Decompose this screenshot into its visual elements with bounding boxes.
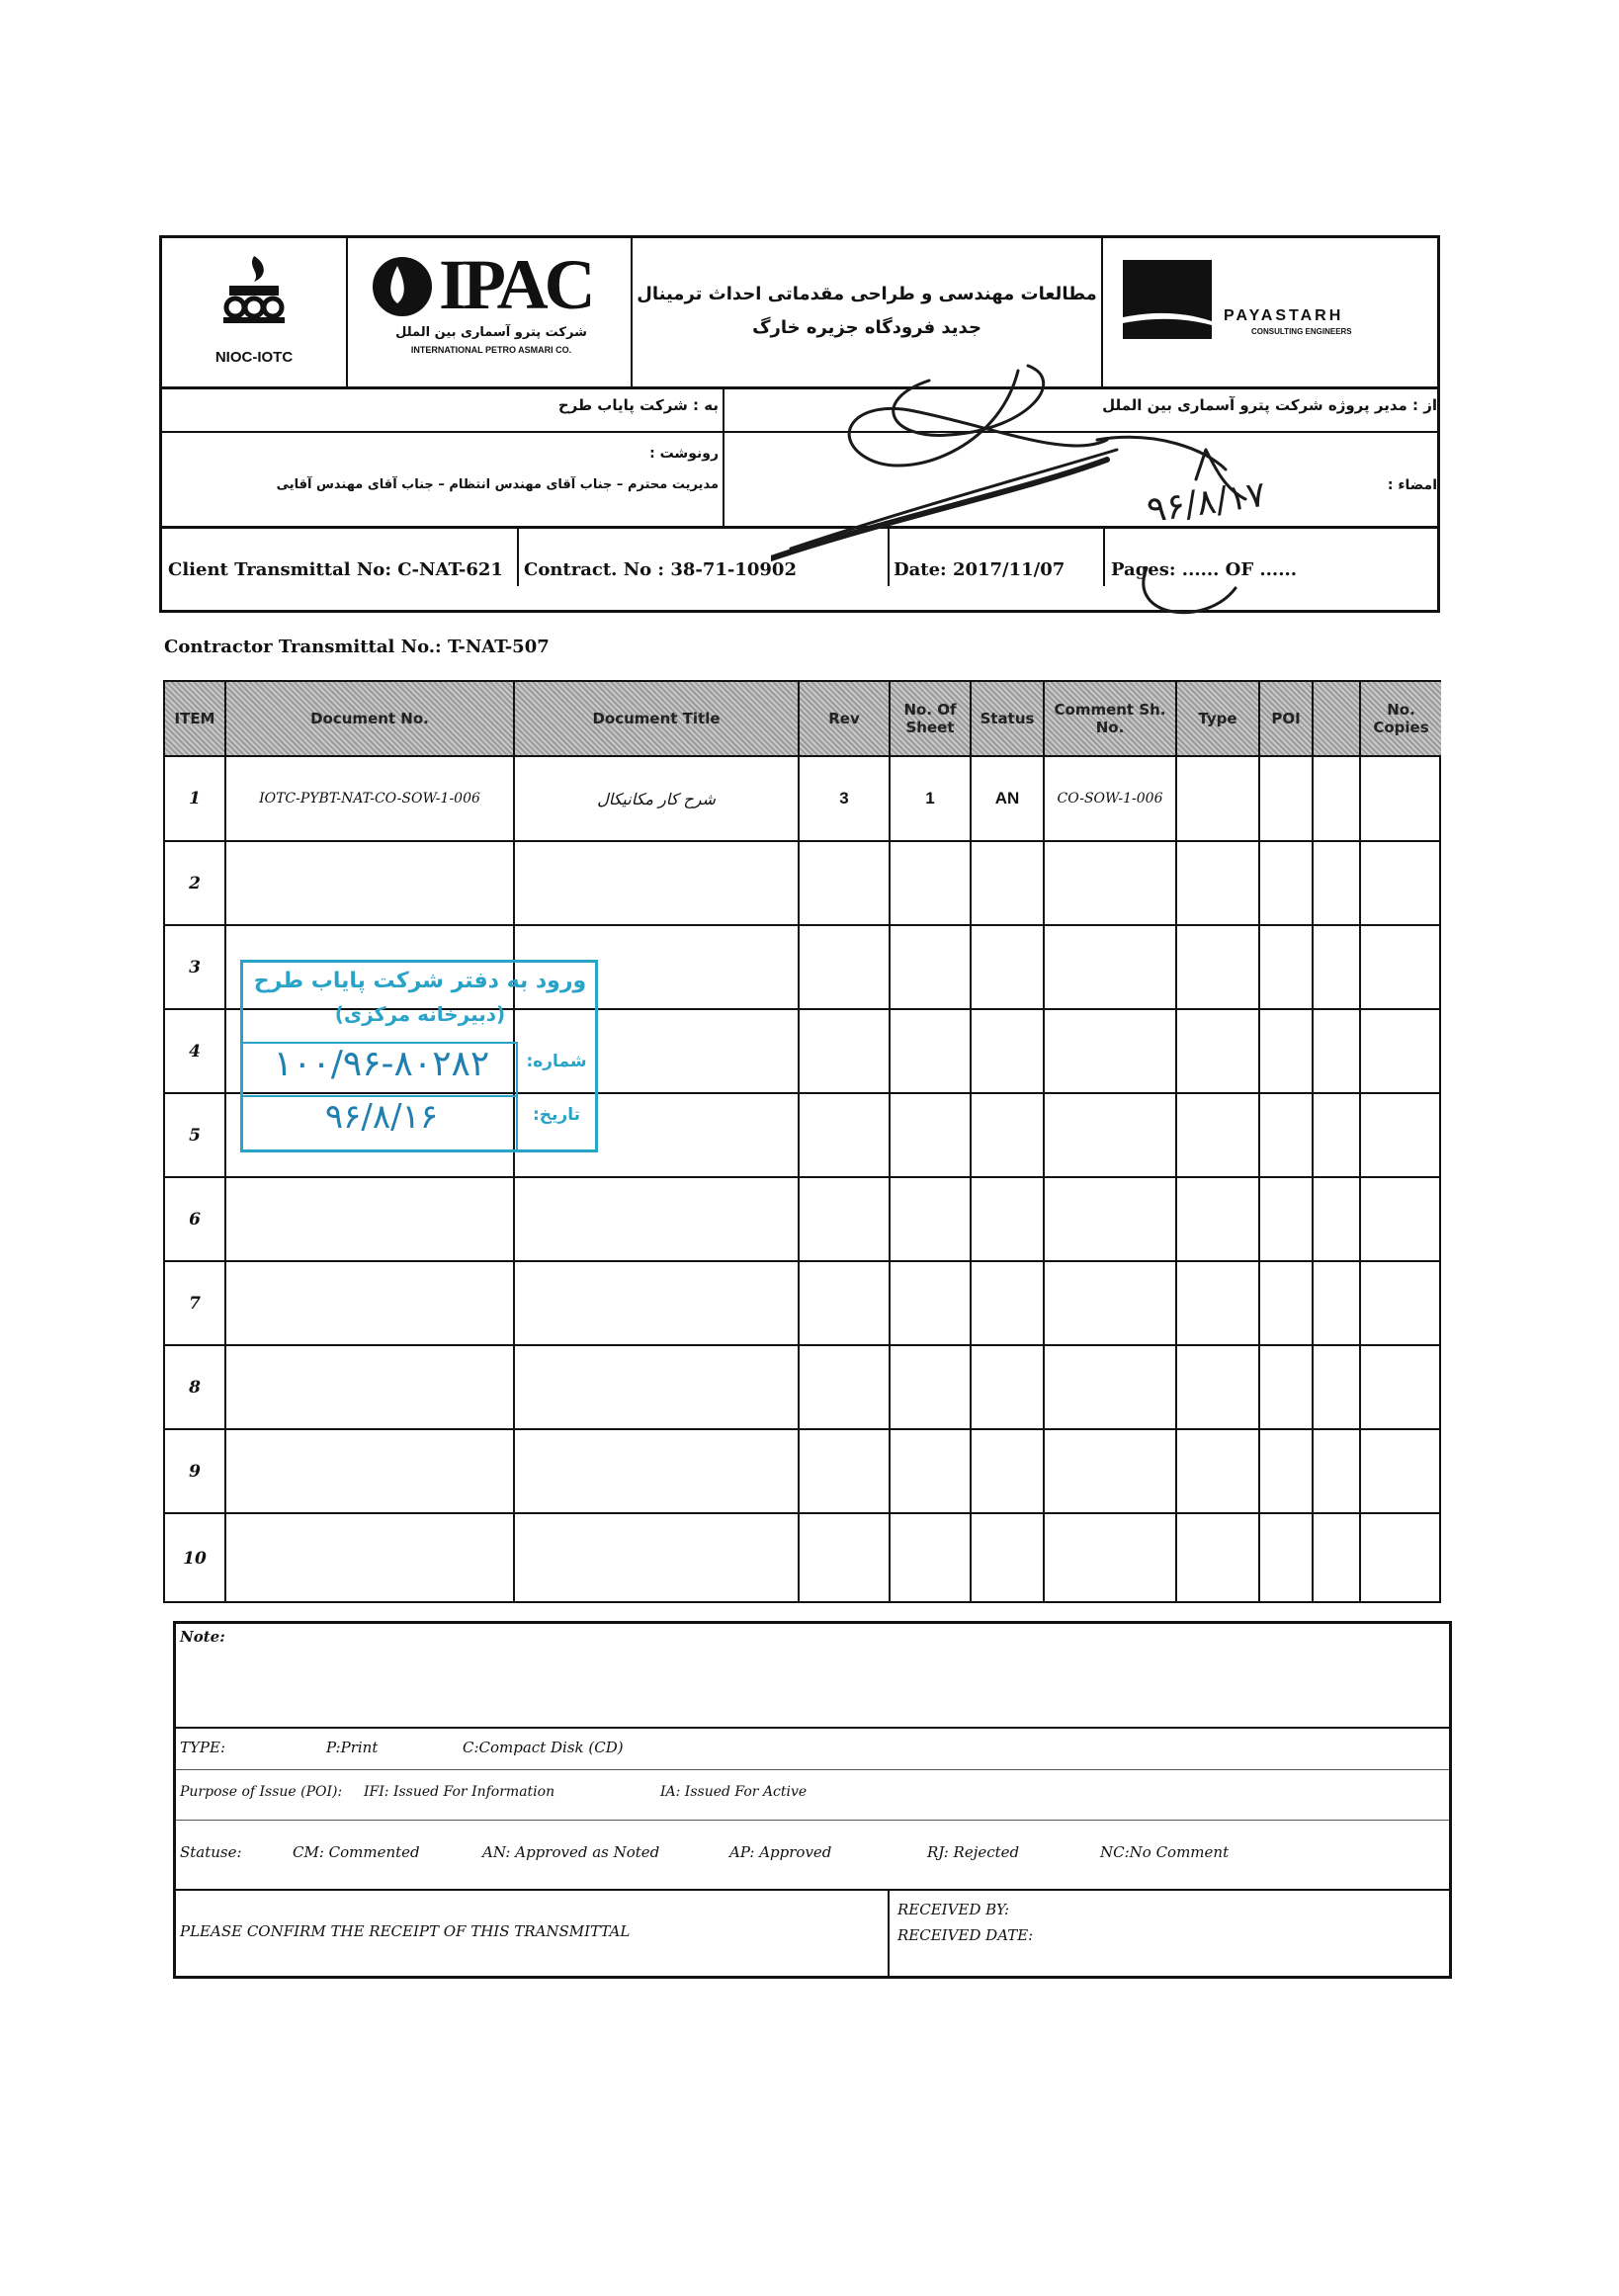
col-header-doc-title: Document Title: [515, 682, 798, 755]
cc-label: رونوشت :: [649, 446, 719, 462]
nioc-logo: [162, 238, 346, 386]
contractor-transmittal-no: Contractor Transmittal No.: T-NAT-507: [164, 637, 550, 657]
ipac-drop-icon: [368, 252, 437, 321]
payastarh-name: PAYASTARH: [1224, 307, 1344, 324]
row-1-rev: 3: [839, 789, 849, 808]
payastarh-mark-icon: [1123, 260, 1212, 339]
cc-value: مدیریت محترم – جناب آقای مهندس انتظام – جناب آقای مهندس آقایی: [276, 477, 719, 492]
handwritten-date: ۹۶/۸/۱۷: [1144, 473, 1269, 532]
note-label: Note:: [180, 1628, 225, 1646]
row-2-item: 2: [189, 873, 201, 893]
nioc-logo-caption: NIOC-IOTC: [214, 349, 294, 366]
pages-count: Pages: ...... OF ......: [1111, 559, 1297, 580]
from-sender: از : مدیر پروژه شرکت پترو آسماری بین الملل: [1102, 396, 1437, 414]
col-header-sheets: No. Of Sheet: [891, 682, 970, 755]
payastarh-subtitle: CONSULTING ENGINEERS: [1251, 327, 1352, 336]
stamp-title: ورود به دفتر شرکت پایاب طرح: [253, 969, 587, 993]
col-header-item: ITEM: [165, 682, 224, 755]
project-title: [635, 278, 1099, 345]
stamp-date-label: تاریخ:: [533, 1105, 580, 1125]
ipac-name-fa: شرکت پترو آسماری بین الملل: [395, 325, 587, 340]
row-1-comment: CO-SOW-1-006: [1057, 791, 1163, 807]
col-header-status: Status: [972, 682, 1043, 755]
stamp-subtitle: (دبیرخانه مرکزی): [334, 1002, 506, 1026]
status-nc: NC:No Comment: [1100, 1843, 1230, 1861]
client-transmittal-no: Client Transmittal No: C-NAT-621: [168, 559, 503, 580]
to-recipient: به : شرکت پایاب طرح: [557, 396, 719, 414]
stamp-date-value: ۹۶/۸/۱۶: [324, 1097, 439, 1137]
type-label: TYPE:: [180, 1739, 226, 1756]
project-title-line2: جدید فرودگاه جزیره خارگ: [752, 317, 981, 338]
col-header-blank: [1314, 682, 1359, 755]
transmittal-date: Date: 2017/11/07: [894, 559, 1065, 580]
project-title-line1: مطالعات مهندسی و طراحی مقدماتی احداث ترمینال: [637, 284, 1097, 304]
row-6-item: 6: [189, 1209, 201, 1230]
row-10-item: 10: [183, 1549, 207, 1569]
poi-label: Purpose of Issue (POI):: [180, 1784, 343, 1800]
status-rj: RJ: Rejected: [927, 1843, 1020, 1861]
col-header-poi: POI: [1260, 682, 1312, 755]
status-cm: CM: Commented: [293, 1843, 420, 1861]
row-7-item: 7: [189, 1293, 201, 1314]
row-1-item: 1: [189, 789, 201, 808]
poi-ia: IA: Issued For Active: [660, 1784, 808, 1800]
type-print: P:Print: [326, 1739, 379, 1756]
stamp-number-label: شماره:: [526, 1052, 587, 1071]
receipt-stamp: [240, 960, 598, 1152]
row-4-item: 4: [189, 1041, 201, 1062]
col-header-type: Type: [1177, 682, 1258, 755]
nioc-flame-icon: [210, 252, 298, 331]
row-5-item: 5: [189, 1125, 201, 1146]
col-header-doc-no: Document No.: [226, 682, 513, 755]
ipac-logo-text: IPAC: [439, 245, 592, 324]
status-ap: AP: Approved: [729, 1843, 832, 1861]
row-1-sheets: 1: [925, 789, 935, 808]
row-1-doc-title: شرح کار مکانیکال: [597, 789, 716, 808]
received-by: RECEIVED BY:: [897, 1901, 1010, 1918]
contract-no: Contract. No : 38-71-10902: [524, 559, 797, 580]
status-an: AN: Approved as Noted: [482, 1843, 660, 1861]
status-label: Statuse:: [180, 1843, 242, 1861]
ipac-logo: [348, 238, 631, 386]
stamp-number-value: ۱۰۰/۹۶-۸۰۲۸۲: [273, 1044, 490, 1084]
col-header-copies: No. Copies: [1361, 682, 1441, 755]
confirm-receipt: PLEASE CONFIRM THE RECEIPT OF THIS TRANSMITTAL: [180, 1922, 631, 1940]
row-9-item: 9: [189, 1461, 201, 1482]
row-3-item: 3: [189, 957, 201, 978]
row-1-doc-no: IOTC-PYBT-NAT-CO-SOW-1-006: [259, 791, 480, 807]
row-1-status: AN: [994, 789, 1020, 808]
signature-label: امضاء :: [1387, 477, 1437, 493]
ipac-name-en: INTERNATIONAL PETRO ASMARI CO.: [410, 345, 572, 355]
row-8-item: 8: [189, 1377, 201, 1398]
footer-block: [173, 1621, 1452, 1979]
col-header-comment: Comment Sh. No.: [1045, 682, 1175, 755]
col-header-rev: Rev: [800, 682, 889, 755]
poi-ifi: IFI: Issued For Information: [364, 1784, 555, 1800]
type-cd: C:Compact Disk (CD): [463, 1739, 624, 1756]
received-date: RECEIVED DATE:: [897, 1926, 1034, 1944]
